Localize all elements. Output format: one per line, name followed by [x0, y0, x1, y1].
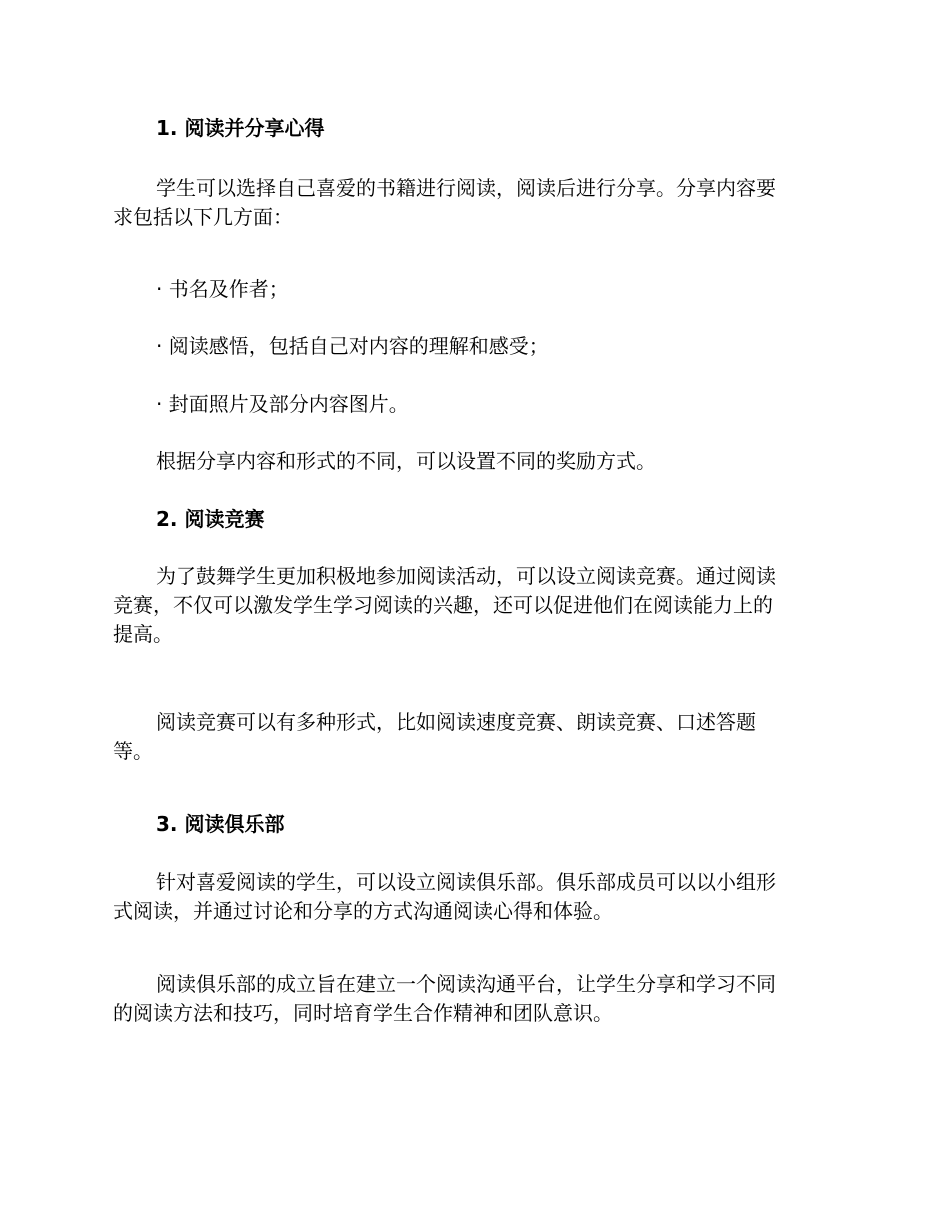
section-1-bullet-3: · 封面照片及部分内容图片。 [156, 392, 409, 416]
section-1-intro-paragraph [113, 174, 833, 232]
paragraph-line: 求包括以下几方面： [113, 205, 293, 229]
section-3-paragraph-1 [113, 868, 833, 926]
section-1-heading: 1. 阅读并分享心得 [156, 116, 325, 140]
paragraph-line: 为了鼓舞学生更加积极地参加阅读活动，可以设立阅读竞赛。通过阅读 [156, 564, 776, 588]
paragraph-line: 提高。 [113, 622, 173, 646]
paragraph-line: 式阅读，并通过讨论和分享的方式沟通阅读心得和体验。 [113, 899, 613, 923]
paragraph-line: 阅读竞赛可以有多种形式，比如阅读速度竞赛、朗读竞赛、口述答题 [156, 710, 756, 734]
paragraph-line: 等。 [113, 739, 153, 763]
section-2-heading: 2. 阅读竞赛 [156, 507, 265, 531]
paragraph-line: 竞赛，不仅可以激发学生学习阅读的兴趣，还可以促进他们在阅读能力上的 [113, 593, 773, 617]
paragraph-line: 的阅读方法和技巧，同时培育学生合作精神和团队意识。 [113, 1001, 613, 1025]
paragraph-line: 阅读俱乐部的成立旨在建立一个阅读沟通平台，让学生分享和学习不同 [156, 972, 776, 996]
paragraph-line: 针对喜爱阅读的学生，可以设立阅读俱乐部。俱乐部成员可以以小组形 [156, 870, 776, 894]
section-3-heading: 3. 阅读俱乐部 [156, 812, 285, 836]
section-2-paragraph-2 [113, 708, 833, 766]
paragraph-line: 学生可以选择自己喜爱的书籍进行阅读，阅读后进行分享。分享内容要 [156, 176, 776, 200]
section-1-bullet-2: · 阅读感悟，包括自己对内容的理解和感受； [156, 334, 549, 358]
section-3-paragraph-2 [113, 970, 833, 1028]
section-1-closing-paragraph: 根据分享内容和形式的不同，可以设置不同的奖励方式。 [156, 449, 656, 473]
section-1-bullet-1: · 书名及作者； [156, 277, 289, 301]
section-2-paragraph-1 [113, 562, 833, 649]
